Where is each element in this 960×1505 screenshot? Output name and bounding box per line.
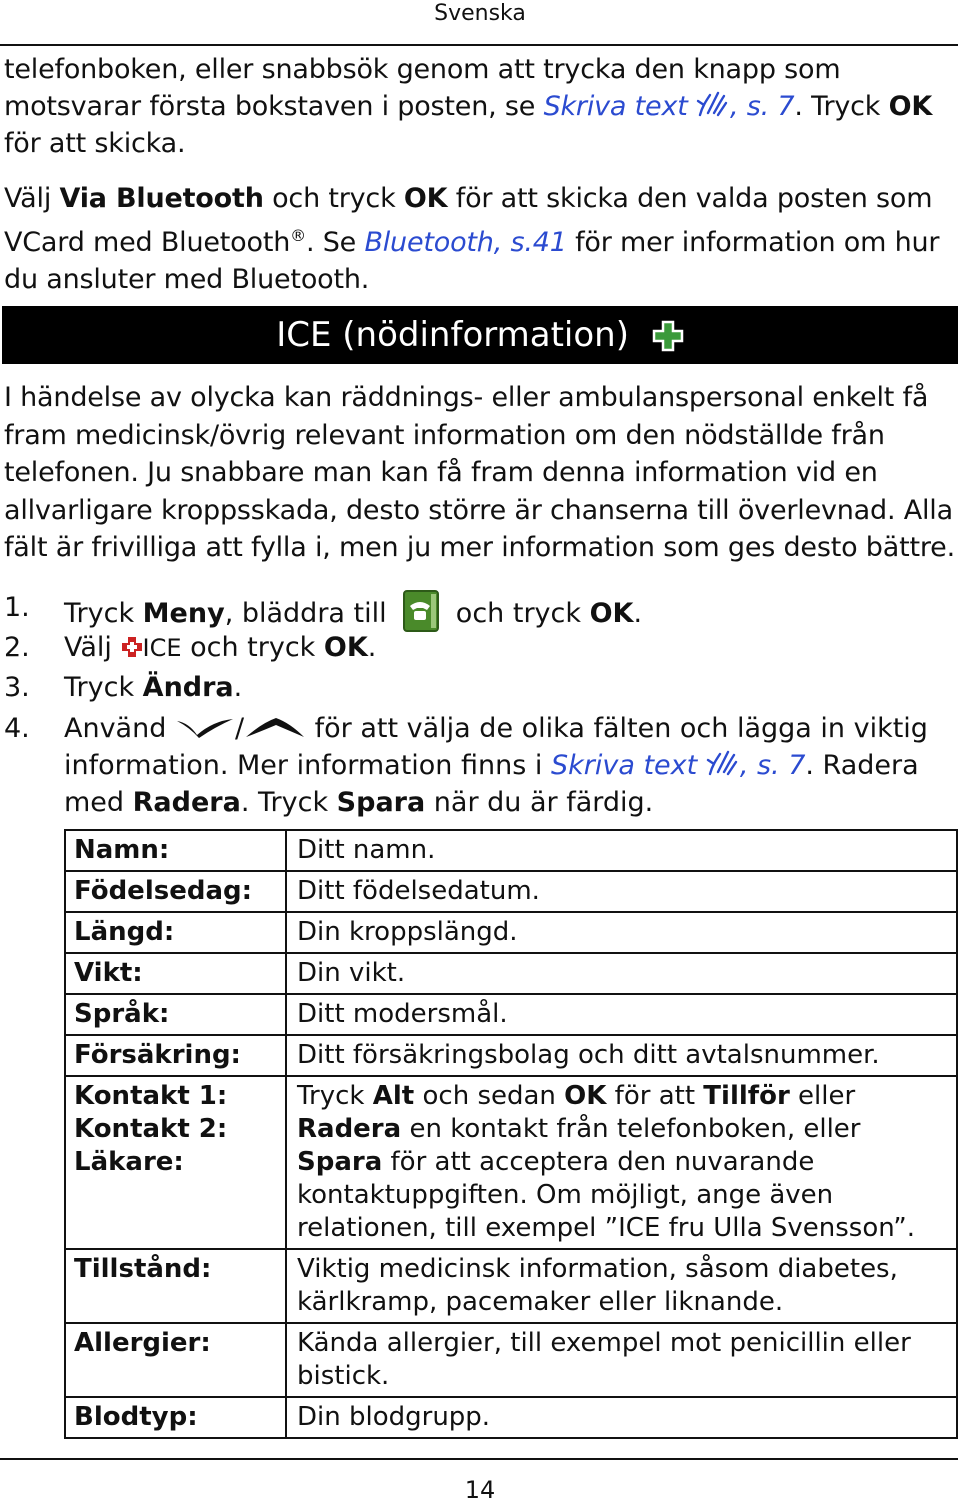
intro-text: och tryck xyxy=(263,183,404,214)
cell-text: eller xyxy=(789,1081,856,1111)
intro-paragraph-1 xyxy=(4,51,956,162)
step-text: när du är färdig. xyxy=(425,787,654,818)
registered-mark: ® xyxy=(290,226,306,245)
field-description xyxy=(286,1076,957,1249)
step-text: Använd xyxy=(64,713,175,744)
table-row xyxy=(65,830,957,871)
ok-key-label: OK xyxy=(888,91,933,122)
cell-text: och sedan xyxy=(414,1081,565,1111)
step-text: . xyxy=(233,672,243,703)
footer-rule xyxy=(0,1458,958,1460)
intro-text: för att skicka. xyxy=(4,128,186,159)
field-label: Kontakt 2: xyxy=(74,1114,228,1144)
link-skriva-text-page[interactable]: , s. 7 xyxy=(739,750,806,781)
step-text: Tryck xyxy=(64,672,143,703)
ok-key-label: OK xyxy=(323,632,368,663)
table-row xyxy=(65,1249,957,1323)
ice-fields-table xyxy=(64,829,958,1439)
radera-key-label: Radera xyxy=(132,787,241,818)
step-text: för att välja de olika fälten och lägga in viktig information. Mer information finns i xyxy=(64,713,928,781)
step-number: 1. xyxy=(4,592,30,623)
field-description: Kända allergier, till exempel mot penicillin eller bistick. xyxy=(286,1323,957,1397)
spara-key-label: Spara xyxy=(336,787,426,818)
hand-icon xyxy=(706,748,740,778)
section-body: I händelse av olycka kan räddnings- eller ambulanspersonal enkelt få fram medicinsk/övrig relevant information om den nödställde från telefonen. Ju snabbare man kan få fram denna information vid en allvarligare kroppsskada, desto större är chanserna till överlevnad. Alla fält är frivilliga att fylla i, men ju mer information som ges desto bättre. xyxy=(4,382,955,563)
table-row xyxy=(65,994,957,1035)
ok-key-label: OK xyxy=(403,183,448,214)
intro-text: Välj xyxy=(4,183,60,214)
field-label: Läkare: xyxy=(74,1147,184,1177)
arrow-up-icon xyxy=(244,717,306,739)
arrow-down-icon xyxy=(175,717,235,739)
step-text: , bläddra till xyxy=(224,598,396,629)
step-text: . Radera med xyxy=(64,750,919,818)
hand-icon xyxy=(696,89,730,119)
ok-key-label: OK xyxy=(589,598,634,629)
table-row xyxy=(65,1397,957,1438)
step-text: och tryck xyxy=(181,632,324,663)
ice-menu-label: ICE xyxy=(142,634,182,662)
table-row xyxy=(65,1323,957,1397)
step-text: . xyxy=(633,598,643,629)
header-rule xyxy=(0,44,958,46)
table-row-contacts xyxy=(65,1076,957,1249)
field-description: Din vikt. xyxy=(286,953,957,994)
step-text: och tryck xyxy=(447,598,590,629)
field-label: Längd: xyxy=(65,912,286,953)
step-text: Tryck xyxy=(64,598,143,629)
meny-key-label: Meny xyxy=(142,598,225,629)
field-label: Tillstånd: xyxy=(65,1249,286,1323)
field-label: Vikt: xyxy=(65,953,286,994)
step-text: / xyxy=(234,713,245,744)
field-description: Ditt försäkringsbolag och ditt avtalsnummer. xyxy=(286,1035,957,1076)
step-number: 4. xyxy=(4,713,30,744)
field-label: Språk: xyxy=(65,994,286,1035)
phonebook-icon xyxy=(403,590,439,632)
field-description: Din kroppslängd. xyxy=(286,912,957,953)
page-number: 14 xyxy=(464,1476,496,1504)
section-banner xyxy=(2,306,958,364)
link-skriva-text[interactable]: Skriva text xyxy=(543,91,688,122)
intro-text: . Tryck xyxy=(794,91,889,122)
field-label: Kontakt 1: xyxy=(74,1081,228,1111)
field-description: Viktig medicinsk information, såsom diabetes, kärlkramp, pacemaker eller liknande. xyxy=(286,1249,957,1323)
table-row xyxy=(65,912,957,953)
link-bluetooth[interactable]: Bluetooth, s.41 xyxy=(364,227,567,258)
intro-text: telefonboken, eller snabbsök genom att trycka den knapp som motsvarar första bokstaven i posten, se xyxy=(4,54,841,122)
field-label: Allergier: xyxy=(65,1323,286,1397)
ok-key-label: OK xyxy=(564,1081,607,1111)
ice-plus-icon xyxy=(652,320,684,352)
page-language-header: Svenska xyxy=(434,1,526,26)
step-text: Välj xyxy=(64,632,121,663)
intro-text: för att skicka den valda posten som VCard med Bluetooth xyxy=(4,183,933,258)
link-skriva-text[interactable]: Skriva text xyxy=(550,750,698,781)
field-description: Ditt modersmål. xyxy=(286,994,957,1035)
andra-key-label: Ändra xyxy=(142,672,234,703)
ice-red-plus-icon xyxy=(121,636,143,658)
field-label: Födelsedag: xyxy=(65,871,286,912)
intro-text: för mer information om hur du ansluter med Bluetooth. xyxy=(4,227,940,295)
field-label-group xyxy=(65,1076,286,1249)
table-row xyxy=(65,1035,957,1076)
intro-text: . Se xyxy=(305,227,365,258)
field-description: Ditt namn. xyxy=(286,830,957,871)
field-description: Din blodgrupp. xyxy=(286,1397,957,1438)
step-text: . xyxy=(367,632,377,663)
link-skriva-text-page[interactable]: , s. 7 xyxy=(730,91,795,122)
radera-key-label: Radera xyxy=(297,1114,402,1144)
step-number: 3. xyxy=(4,672,30,703)
cell-text: en kontakt från telefonboken, eller xyxy=(401,1114,861,1144)
step-text: . Tryck xyxy=(240,787,337,818)
table-row xyxy=(65,953,957,994)
cell-text: Tryck xyxy=(297,1081,373,1111)
field-description: Ditt födelsedatum. xyxy=(286,871,957,912)
alt-key-label: Alt xyxy=(372,1081,415,1111)
tillfor-key-label: Tillför xyxy=(703,1081,790,1111)
via-bluetooth-label: Via Bluetooth xyxy=(59,183,264,214)
field-label: Namn: xyxy=(65,830,286,871)
field-label: Försäkring: xyxy=(65,1035,286,1076)
cell-text: för att xyxy=(606,1081,704,1111)
field-label: Blodtyp: xyxy=(65,1397,286,1438)
table-row xyxy=(65,871,957,912)
step-number: 2. xyxy=(4,632,30,663)
section-title: ICE (nödinformation) xyxy=(276,315,629,355)
spara-key-label: Spara xyxy=(297,1147,383,1177)
cell-text: för att acceptera den nuvarande kontaktuppgiften. Om möjligt, ange även relationen, till exempel ”ICE fru Ulla Svensson”. xyxy=(297,1147,916,1243)
intro-paragraph-2 xyxy=(4,180,956,298)
